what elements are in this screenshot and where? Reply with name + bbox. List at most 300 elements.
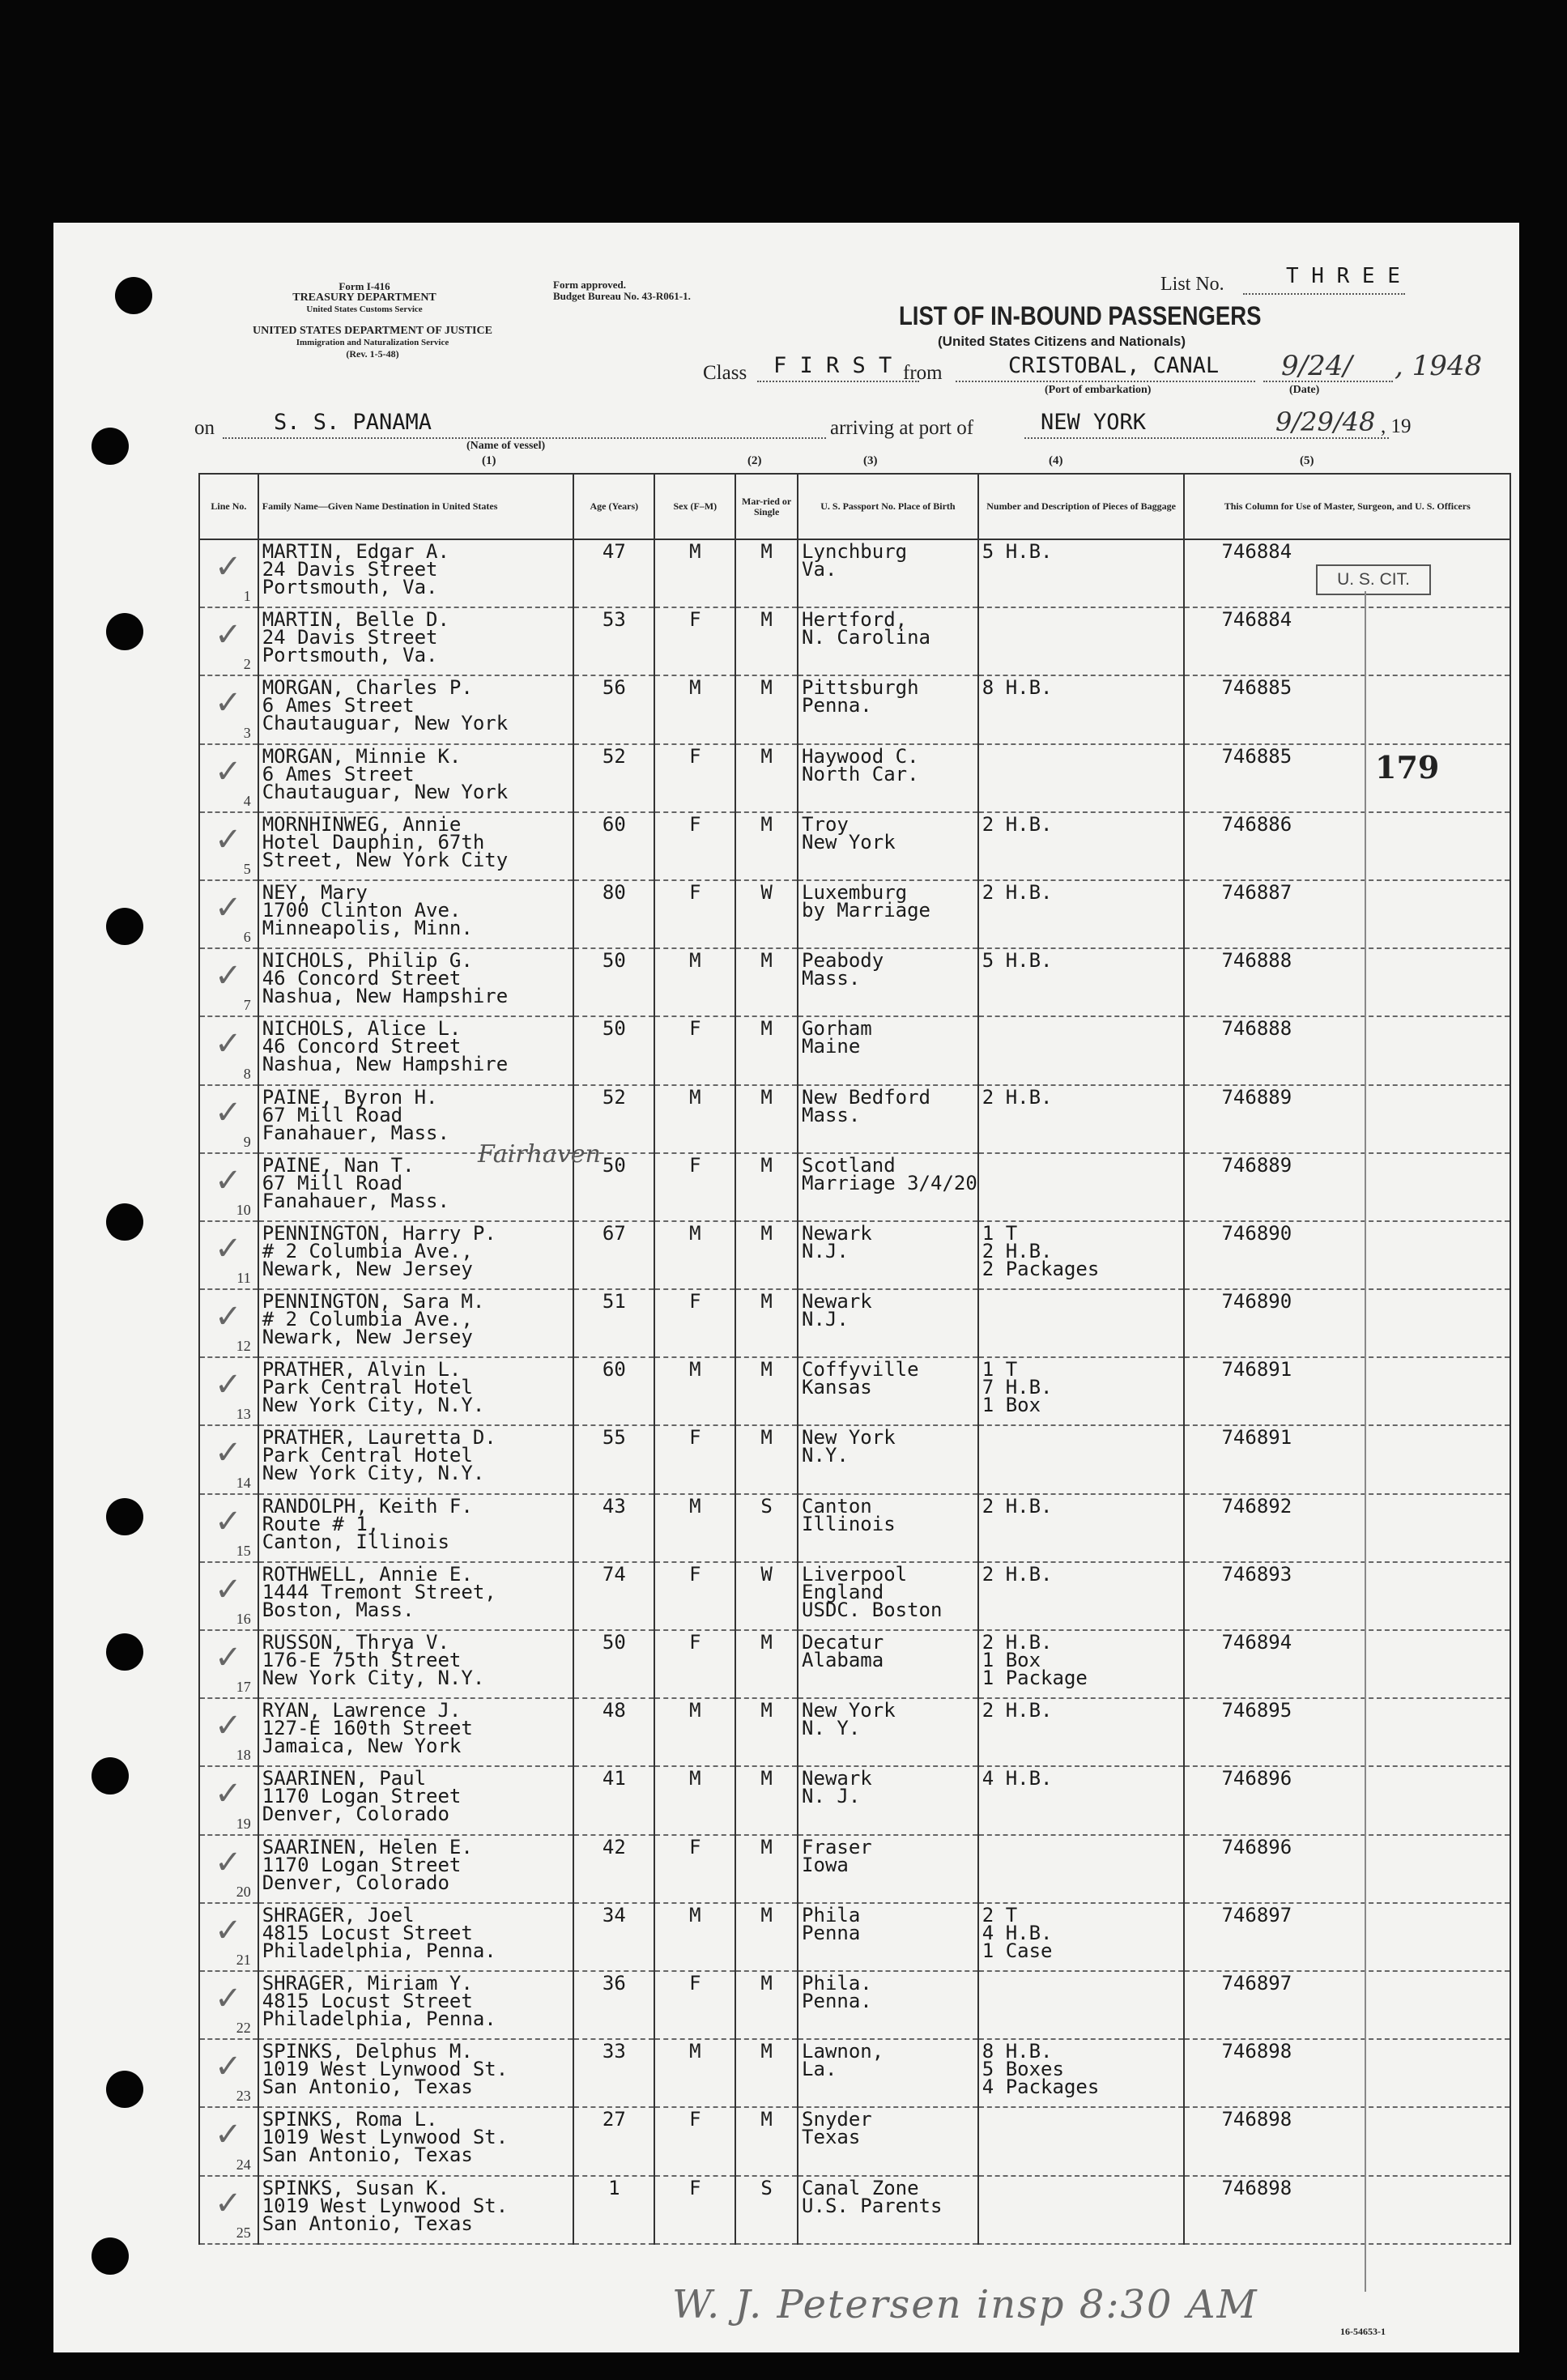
name-text: NEY, Mary 1700 Clinton Ave. Minneapolis, Minn.	[262, 880, 473, 939]
check-mark-icon: ✓	[215, 1570, 242, 1608]
embark-year: , 1948	[1395, 350, 1483, 382]
on-label: on	[194, 417, 215, 439]
line-number: 1	[243, 588, 251, 605]
sex-cell	[654, 1016, 735, 1084]
age-text: 41	[602, 1767, 626, 1790]
sex-cell	[654, 1221, 735, 1289]
passenger-name-address	[258, 1630, 573, 1698]
sex-cell	[654, 1903, 735, 1971]
sex-text: F	[689, 2108, 701, 2131]
baggage-cell	[978, 1494, 1185, 1562]
sex-text: F	[689, 1017, 701, 1041]
inspector-signature: W. J. Petersen insp 8:30 AM	[672, 2282, 1258, 2327]
num-text: 746885	[1221, 676, 1292, 700]
bag-text	[979, 608, 1184, 611]
birthplace-cell	[798, 812, 978, 880]
name-text: SHRAGER, Joel 4815 Locust Street Philadelphia, Penna.	[262, 1903, 496, 1962]
official-number-cell	[1184, 948, 1510, 1016]
class-label: Class	[703, 362, 747, 384]
sex-text: F	[689, 1290, 701, 1313]
age-text: 50	[602, 1153, 626, 1177]
sex-text: M	[689, 2040, 701, 2063]
sex-text: F	[689, 1153, 701, 1177]
embark-date: 9/24/	[1281, 350, 1352, 382]
baggage-cell	[978, 1698, 1185, 1766]
official-number-cell	[1184, 675, 1510, 743]
age-text: 34	[602, 1903, 626, 1927]
official-number-cell	[1184, 744, 1510, 812]
check-mark-icon: ✓	[215, 1161, 242, 1199]
line-number: 11	[236, 1270, 251, 1287]
form-approved: Form approved.	[553, 279, 627, 291]
marital-status-cell	[735, 1766, 798, 1834]
age-text: 47	[602, 540, 626, 563]
age-text: 53	[602, 608, 626, 632]
table-row	[199, 1971, 1510, 2039]
list-subtitle: (United States Citizens and Nationals)	[938, 334, 1186, 349]
date-line	[1263, 381, 1393, 382]
marital-status-cell	[735, 1630, 798, 1698]
num-text: 746895	[1221, 1699, 1292, 1722]
official-number-cell	[1184, 1835, 1510, 1903]
check-mark-icon: ✓	[215, 1775, 242, 1813]
from-line	[956, 381, 1255, 382]
check-mark-icon: ✓	[215, 752, 242, 790]
table-row	[199, 1221, 1510, 1289]
marital-status-cell	[735, 1289, 798, 1357]
marital-status-cell	[735, 1357, 798, 1425]
birthplace-cell	[798, 2176, 978, 2244]
name-text: RUSSON, Thrya V. 176-E 75th Street New York City, N.Y.	[262, 1631, 485, 1689]
check-mark-icon: ✓	[215, 888, 242, 926]
official-number-cell	[1184, 1971, 1510, 2039]
check-mark-icon: ✓	[215, 1434, 242, 1472]
passenger-name-address	[258, 948, 573, 1016]
sex-cell	[654, 539, 735, 607]
num-text: 746890	[1221, 1221, 1292, 1245]
bag-text: 5 H.B.	[982, 540, 1053, 563]
num-text: 746891	[1221, 1358, 1292, 1382]
marital-status-cell	[735, 1016, 798, 1084]
num-text: 746891	[1221, 1426, 1292, 1450]
ms-text: M	[760, 744, 773, 768]
check-mark-icon: ✓	[215, 1298, 242, 1336]
col-header-name: Family Name—Given Name Destination in United States	[258, 474, 573, 539]
list-number-line	[1243, 293, 1405, 295]
age-cell	[573, 1357, 654, 1425]
line-number-cell	[199, 675, 258, 743]
check-mark-icon: ✓	[215, 616, 242, 654]
sex-text: M	[689, 1358, 701, 1382]
bag-text: 2 H.B.	[982, 1562, 1053, 1586]
name-text: PRATHER, Lauretta D. Park Central Hotel New York City, N.Y.	[262, 1426, 496, 1485]
official-number-cell	[1184, 1357, 1510, 1425]
passenger-rows	[199, 539, 1510, 2244]
class-line	[757, 381, 919, 382]
baggage-cell	[978, 1289, 1185, 1357]
binder-hole	[106, 2071, 143, 2108]
list-number-label: List No.	[1160, 274, 1224, 295]
birthplace-cell	[798, 675, 978, 743]
check-mark-icon: ✓	[215, 1502, 242, 1540]
birth-text: Lawnon, La.	[802, 2040, 884, 2081]
line-number: 23	[236, 2088, 251, 2105]
vessel-name: S. S. PANAMA	[274, 410, 432, 435]
sex-text: F	[689, 1426, 701, 1450]
check-mark-icon: ✓	[215, 957, 242, 995]
line-number-cell	[199, 2176, 258, 2244]
sex-text: M	[689, 949, 701, 973]
binder-hole	[115, 277, 152, 314]
budget-bureau: Budget Bureau No. 43-R061-1.	[553, 290, 691, 302]
num-text: 746889	[1221, 1085, 1292, 1109]
birthplace-cell	[798, 1766, 978, 1834]
baggage-cell	[978, 607, 1185, 675]
official-number-cell	[1184, 1562, 1510, 1630]
name-text: ROTHWELL, Annie E. 1444 Tremont Street, Boston, Mass.	[262, 1562, 496, 1621]
form-header-justice	[186, 326, 559, 360]
birth-text: Newark N.J.	[802, 1290, 872, 1331]
binder-hole	[106, 613, 143, 650]
table-row	[199, 1494, 1510, 1562]
name-text: PAINE, Byron H. 67 Mill Road Fanahauer, Mass.	[262, 1085, 449, 1144]
baggage-cell	[978, 1630, 1185, 1698]
check-mark-icon: ✓	[215, 820, 242, 858]
check-mark-icon: ✓	[215, 1025, 242, 1063]
num-text: 746898	[1221, 2108, 1292, 2131]
col-header-birth: U. S. Passport No. Place of Birth	[798, 474, 978, 539]
name-text: MARTIN, Edgar A. 24 Davis Street Portsmouth, Va.	[262, 540, 449, 598]
birth-text: Canton Illinois	[802, 1494, 896, 1535]
line-number-cell	[199, 1425, 258, 1493]
birth-text: Haywood C. North Car.	[802, 744, 919, 786]
num-text: 746890	[1221, 1290, 1292, 1313]
age-cell	[573, 1903, 654, 1971]
table-row	[199, 1085, 1510, 1153]
date-caption: (Date)	[1289, 384, 1320, 396]
bag-text	[979, 1972, 1184, 1974]
sex-cell	[654, 1971, 735, 2039]
line-number: 17	[236, 1679, 251, 1696]
age-text: 55	[602, 1426, 626, 1450]
ms-text: M	[760, 1290, 773, 1313]
sex-text: F	[689, 1971, 701, 1995]
age-text: 33	[602, 2040, 626, 2063]
official-number-cell	[1184, 1698, 1510, 1766]
age-text: 36	[602, 1971, 626, 1995]
num-text: 746894	[1221, 1631, 1292, 1654]
num-text: 746886	[1221, 812, 1292, 836]
ms-text: M	[760, 1017, 773, 1041]
num-text: 746887	[1221, 880, 1292, 904]
line-number: 6	[243, 929, 251, 946]
sex-text: M	[689, 676, 701, 700]
num-text: 746897	[1221, 1971, 1292, 1995]
passenger-name-address	[258, 2176, 573, 2244]
marital-status-cell	[735, 1903, 798, 1971]
table-row	[199, 744, 1510, 812]
official-number-cell	[1184, 2107, 1510, 2175]
table-row	[199, 812, 1510, 880]
table-row	[199, 1766, 1510, 1834]
birthplace-cell	[798, 880, 978, 948]
line-number-cell	[199, 744, 258, 812]
birth-text: Coffyville Kansas	[802, 1358, 919, 1399]
table-row	[199, 1630, 1510, 1698]
name-text: SPINKS, Roma L. 1019 West Lynwood St. San Antonio, Texas	[262, 2108, 509, 2167]
age-text: 50	[602, 1631, 626, 1654]
ms-text: M	[760, 1835, 773, 1858]
birth-text: Phila. Penna.	[802, 1971, 872, 2012]
name-text: PENNINGTON, Sara M. # 2 Columbia Ave., Newark, New Jersey	[262, 1290, 485, 1349]
stamp-number: 179	[1375, 749, 1440, 786]
num-text: 746885	[1221, 744, 1292, 768]
marital-status-cell	[735, 675, 798, 743]
col-num-5: (5)	[1300, 454, 1314, 467]
bag-text: 2 T 4 H.B. 1 Case	[982, 1903, 1053, 1962]
table-row	[199, 2176, 1510, 2244]
age-cell	[573, 948, 654, 1016]
col-num-1: (1)	[482, 454, 496, 467]
num-text: 746898	[1221, 2040, 1292, 2063]
age-cell	[573, 2107, 654, 2175]
line-number: 3	[243, 724, 251, 741]
bag-text: 2 H.B.	[982, 1494, 1053, 1518]
sex-text: F	[689, 880, 701, 904]
check-mark-icon: ✓	[215, 1229, 242, 1267]
ms-text: M	[760, 608, 773, 632]
passenger-table	[198, 473, 1511, 2245]
sex-text: M	[689, 540, 701, 563]
check-mark-icon: ✓	[215, 1911, 242, 1949]
passenger-name-address	[258, 1766, 573, 1834]
birthplace-cell	[798, 2107, 978, 2175]
marital-status-cell	[735, 948, 798, 1016]
birthplace-cell	[798, 1698, 978, 1766]
line-number: 9	[243, 1133, 251, 1150]
birthplace-cell	[798, 1971, 978, 2039]
ms-text: M	[760, 540, 773, 563]
marital-status-cell	[735, 1494, 798, 1562]
list-title: LIST OF IN-BOUND PASSENGERS	[899, 301, 1262, 330]
binder-hole	[92, 1757, 129, 1795]
age-cell	[573, 1630, 654, 1698]
birthplace-cell	[798, 1835, 978, 1903]
age-cell	[573, 812, 654, 880]
official-number-cell	[1184, 1494, 1510, 1562]
form-number: Form I-416	[339, 280, 390, 292]
sex-cell	[654, 1494, 735, 1562]
ms-text: M	[760, 1085, 773, 1109]
baggage-cell	[978, 948, 1185, 1016]
check-mark-icon: ✓	[215, 2184, 242, 2222]
line-number: 14	[236, 1474, 251, 1491]
sex-text: M	[689, 1903, 701, 1927]
treasury-dept: TREASURY DEPARTMENT	[292, 292, 436, 304]
table-header-row	[199, 474, 1510, 539]
marital-status-cell	[735, 2107, 798, 2175]
baggage-cell	[978, 1221, 1185, 1289]
sex-cell	[654, 1289, 735, 1357]
us-citizen-stamp: U. S. CIT.	[1316, 564, 1431, 595]
age-cell	[573, 1016, 654, 1084]
arrival-port: NEW YORK	[1041, 410, 1147, 435]
col-header-line: Line No.	[199, 474, 258, 539]
birthplace-cell	[798, 1153, 978, 1221]
age-cell	[573, 2039, 654, 2107]
ms-text: M	[760, 1153, 773, 1177]
birth-text: Decatur Alabama	[802, 1631, 884, 1671]
check-mark-icon: ✓	[215, 684, 242, 722]
line-number: 5	[243, 860, 251, 877]
age-cell	[573, 539, 654, 607]
birthplace-cell	[798, 1289, 978, 1357]
ins-service: Immigration and Naturalization Service	[296, 338, 449, 347]
sex-text: F	[689, 1562, 701, 1586]
sex-text: M	[689, 1221, 701, 1245]
form-approval	[553, 279, 796, 302]
table-row	[199, 2107, 1510, 2175]
line-number-cell	[199, 1085, 258, 1153]
name-text: MORGAN, Charles P. 6 Ames Street Chautauguar, New York	[262, 676, 509, 735]
line-number: 15	[236, 1542, 251, 1559]
ms-text: M	[760, 1631, 773, 1654]
passenger-name-address	[258, 1835, 573, 1903]
baggage-cell	[978, 1971, 1185, 2039]
marital-status-cell	[735, 744, 798, 812]
name-text: PENNINGTON, Harry P. # 2 Columbia Ave., Newark, New Jersey	[262, 1221, 496, 1280]
line-number: 8	[243, 1065, 251, 1082]
col-header-sex: Sex (F–M)	[654, 474, 735, 539]
line-number: 25	[236, 2224, 251, 2241]
passenger-name-address	[258, 1357, 573, 1425]
num-text: 746897	[1221, 1903, 1292, 1927]
sex-text: M	[689, 1767, 701, 1790]
sex-text: M	[689, 1699, 701, 1722]
baggage-cell	[978, 744, 1185, 812]
birth-text: Liverpool England USDC. Boston	[802, 1562, 943, 1621]
birthplace-cell	[798, 948, 978, 1016]
bag-text	[979, 2108, 1184, 2110]
num-text: 746893	[1221, 1562, 1292, 1586]
marital-status-cell	[735, 2176, 798, 2244]
check-mark-icon: ✓	[215, 1639, 242, 1676]
check-mark-icon: ✓	[215, 1979, 242, 2017]
age-text: 60	[602, 812, 626, 836]
handwritten-fairhaven: Fairhaven	[478, 1140, 601, 1169]
birth-text: Gorham Maine	[802, 1017, 872, 1058]
birth-text: Lynchburg Va.	[802, 540, 908, 581]
sex-text: F	[689, 2176, 701, 2199]
port-embarkation: CRISTOBAL, CANAL	[1008, 353, 1220, 378]
marital-status-cell	[735, 2039, 798, 2107]
col-header-married: Mar-ried or Single	[735, 474, 798, 539]
port-embark-caption: (Port of embarkation)	[1045, 384, 1152, 396]
birth-text: Fraser Iowa	[802, 1835, 872, 1876]
name-text: SAARINEN, Paul 1170 Logan Street Denver, Colorado	[262, 1767, 462, 1826]
sex-cell	[654, 607, 735, 675]
marital-status-cell	[735, 1698, 798, 1766]
bag-text	[979, 1836, 1184, 1838]
sex-cell	[654, 2176, 735, 2244]
list-number: T H R E E	[1286, 264, 1400, 288]
num-text: 746896	[1221, 1767, 1292, 1790]
name-text: MORNHINWEG, Annie Hotel Dauphin, 67th Street, New York City	[262, 812, 509, 871]
name-text: SPINKS, Susan K. 1019 West Lynwood St. San Antonio, Texas	[262, 2176, 509, 2235]
col-header-baggage: Number and Description of Pieces of Baggage	[978, 474, 1185, 539]
table-row	[199, 1357, 1510, 1425]
passenger-name-address	[258, 1425, 573, 1493]
line-number-cell	[199, 812, 258, 880]
baggage-cell	[978, 2107, 1185, 2175]
num-text: 746888	[1221, 949, 1292, 973]
baggage-cell	[978, 539, 1185, 607]
birthplace-cell	[798, 1630, 978, 1698]
line-number-cell	[199, 1698, 258, 1766]
official-number-cell	[1184, 2039, 1510, 2107]
sex-cell	[654, 1153, 735, 1221]
age-text: 74	[602, 1562, 626, 1586]
col-num-3: (3)	[863, 454, 878, 467]
bag-text	[979, 1290, 1184, 1292]
binder-hole	[92, 428, 129, 465]
sex-text: F	[689, 812, 701, 836]
official-number-cell	[1184, 1903, 1510, 1971]
line-number: 24	[236, 2156, 251, 2173]
age-cell	[573, 1698, 654, 1766]
passenger-name-address	[258, 1221, 573, 1289]
age-cell	[573, 1766, 654, 1834]
birthplace-cell	[798, 1562, 978, 1630]
passenger-name-address	[258, 812, 573, 880]
check-mark-icon: ✓	[215, 1843, 242, 1881]
line-number-cell	[199, 1016, 258, 1084]
arrival-year: , 19	[1381, 415, 1412, 437]
age-text: 50	[602, 1017, 626, 1041]
name-text: NICHOLS, Alice L. 46 Concord Street Nashua, New Hampshire	[262, 1017, 509, 1076]
age-text: 56	[602, 676, 626, 700]
age-cell	[573, 880, 654, 948]
ms-text: W	[760, 880, 773, 904]
ms-text: M	[760, 1426, 773, 1450]
arrival-line	[1024, 437, 1389, 439]
num-text: 746884	[1221, 608, 1292, 632]
line-number-cell	[199, 1221, 258, 1289]
line-number-cell	[199, 1153, 258, 1221]
col-num-2: (2)	[747, 454, 762, 467]
marital-status-cell	[735, 1971, 798, 2039]
table-row	[199, 948, 1510, 1016]
baggage-cell	[978, 2176, 1185, 2244]
baggage-cell	[978, 1016, 1185, 1084]
num-text: 746889	[1221, 1153, 1292, 1177]
marital-status-cell	[735, 1562, 798, 1630]
name-text: MARTIN, Belle D. 24 Davis Street Portsmouth, Va.	[262, 608, 449, 667]
sex-cell	[654, 1562, 735, 1630]
bag-text: 2 H.B.	[982, 812, 1053, 836]
ms-text: M	[760, 1971, 773, 1995]
birth-text: Luxemburg by Marriage	[802, 880, 930, 922]
line-number-cell	[199, 1835, 258, 1903]
line-number: 22	[236, 2020, 251, 2037]
baggage-cell	[978, 1153, 1185, 1221]
sex-text: M	[689, 1494, 701, 1518]
check-mark-icon: ✓	[215, 548, 242, 585]
birthplace-cell	[798, 1221, 978, 1289]
birth-text: Scotland Marriage 3/4/20	[802, 1153, 977, 1194]
age-cell	[573, 1494, 654, 1562]
line-number-cell	[199, 2039, 258, 2107]
